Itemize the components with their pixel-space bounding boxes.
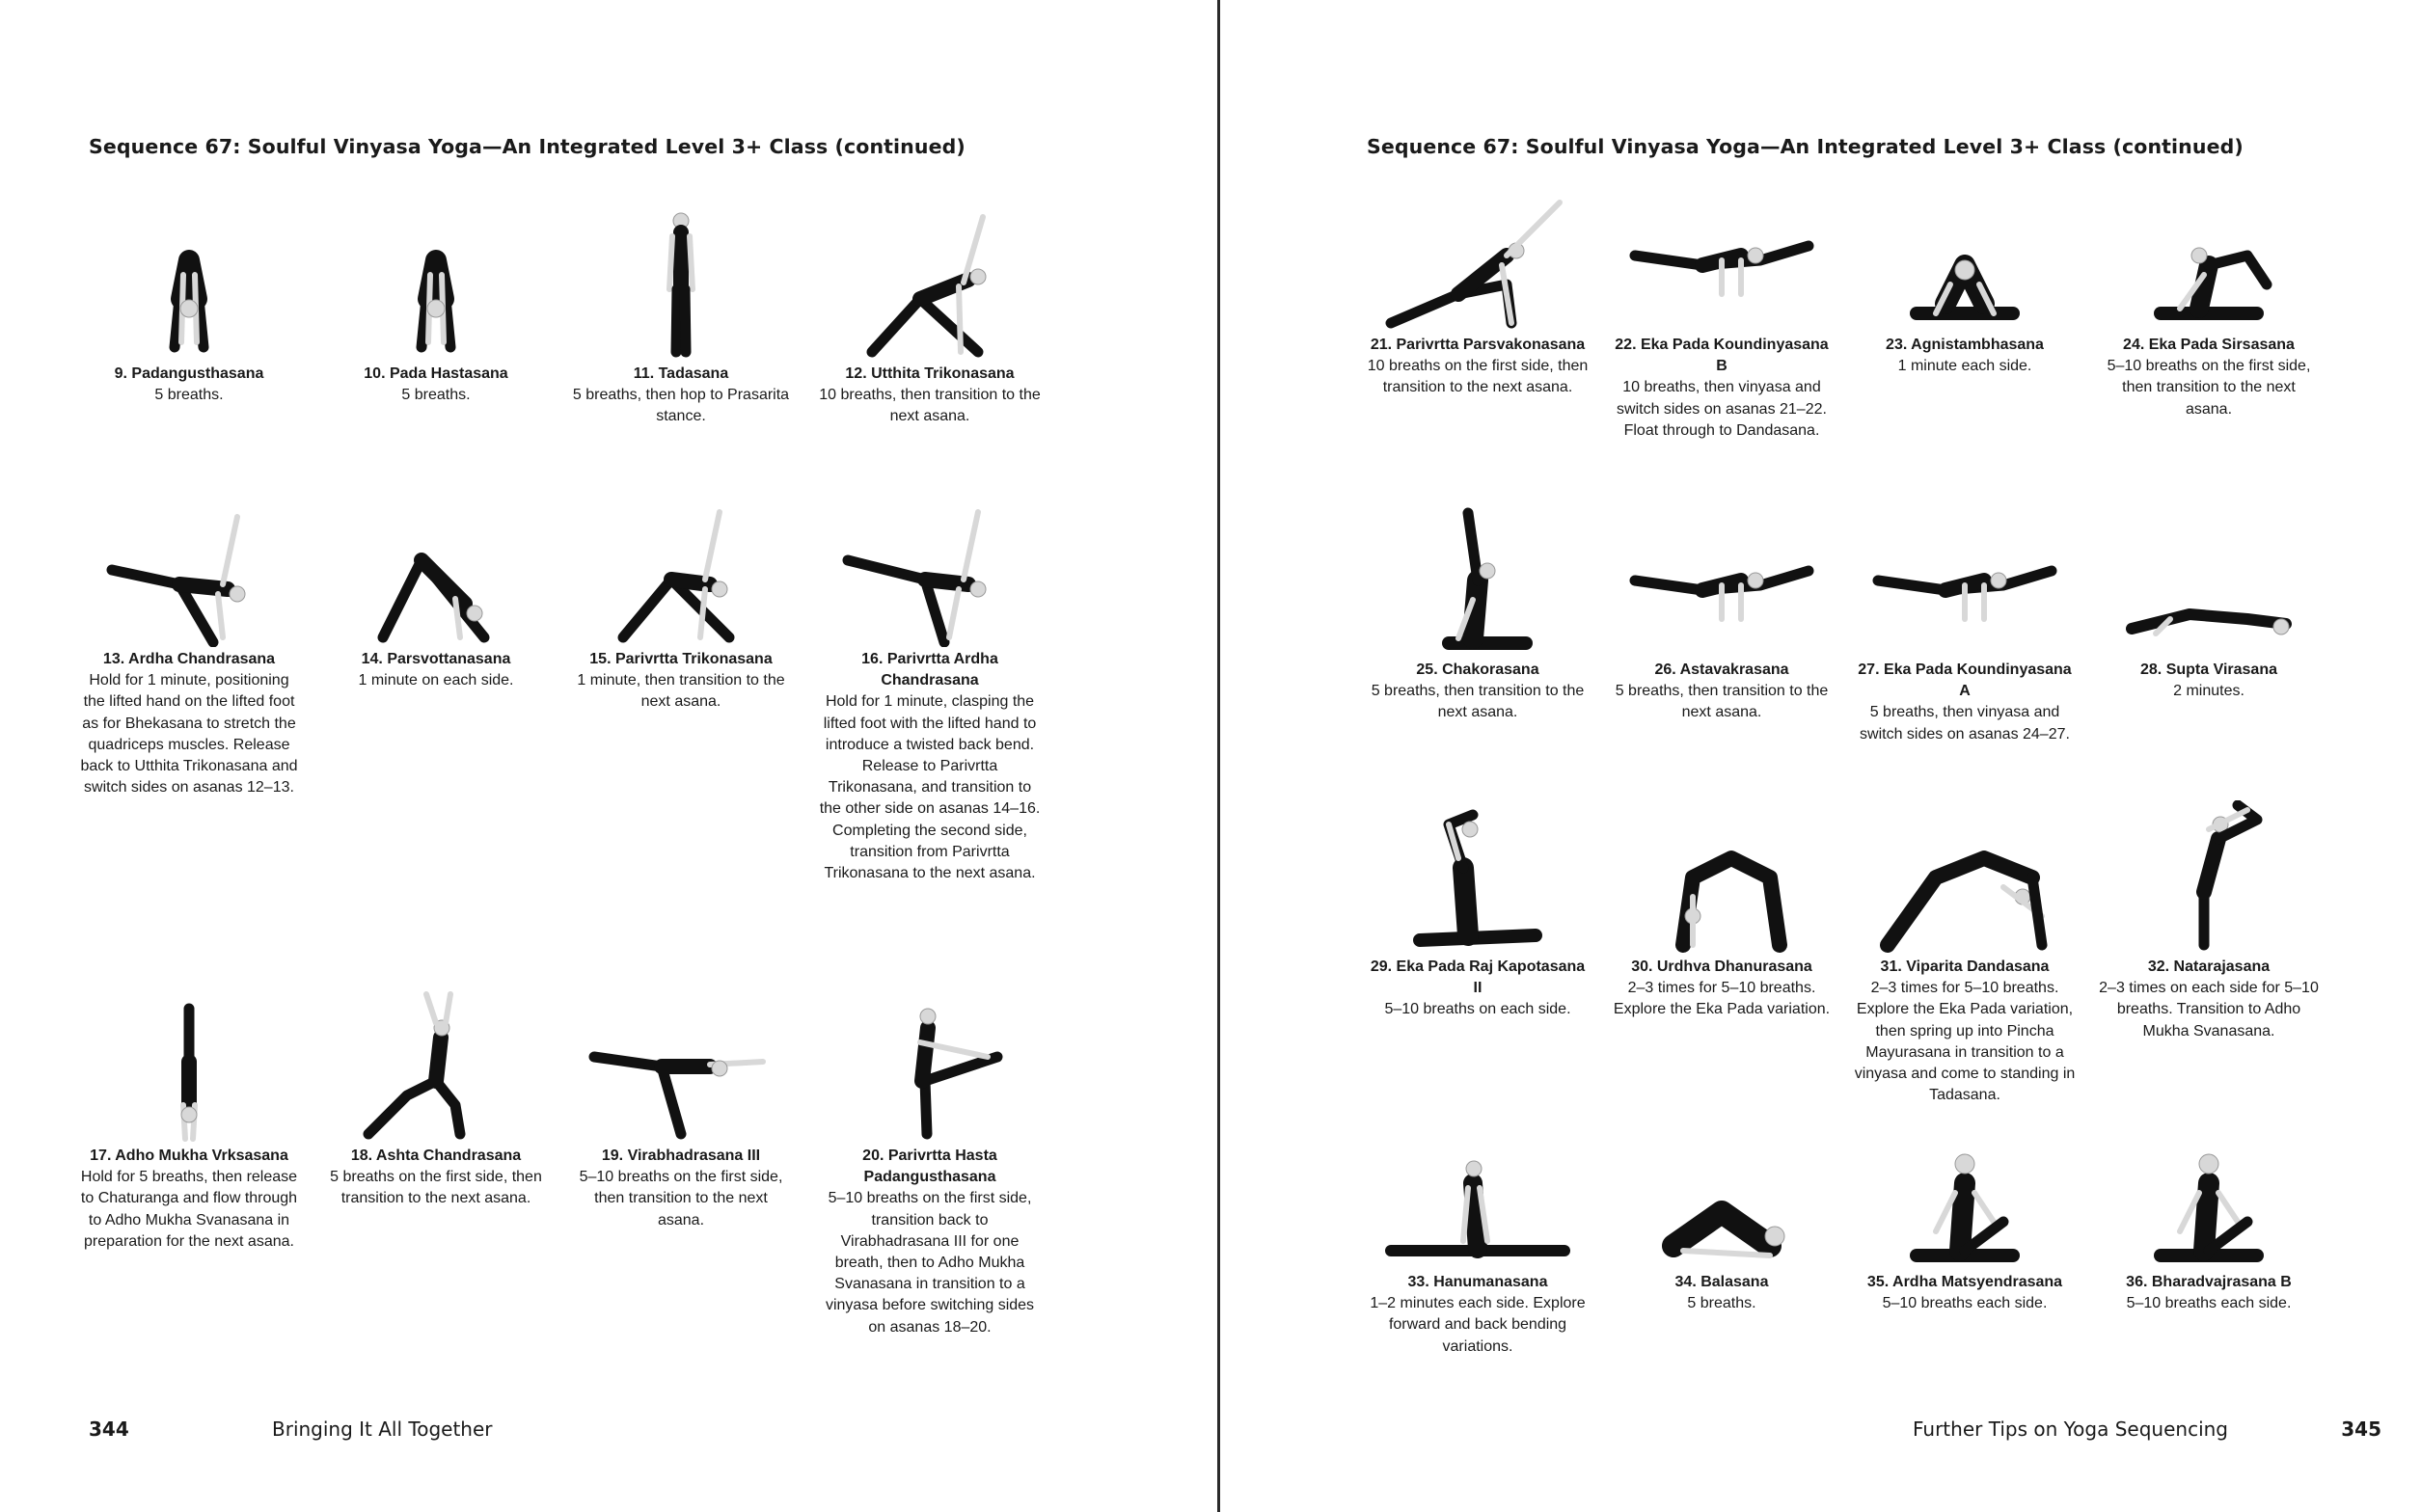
pose-entry (77, 989, 301, 1253)
pose-instructions: 1–2 minutes each side. Explore forward and back bending variations. (1370, 1295, 1586, 1355)
pose-instructions: 10 breaths, then vinyasa and switch sides on asanas 21–22. Float through to Dandasana. (1617, 379, 1827, 439)
pigeon-pose-figure (1381, 800, 1574, 955)
seated-fold-figure (1868, 178, 2061, 333)
seated-twist-figure (2112, 1116, 2305, 1270)
pose-instructions: 10 breaths, then transition to the next asana. (819, 387, 1041, 425)
pose-name: 35. Ardha Matsyendrasana (1866, 1274, 2063, 1290)
pose-name: 13. Ardha Chandrasana (102, 651, 276, 667)
seated-leg-up-figure (1381, 503, 1574, 658)
pose-instructions: 5–10 breaths each side. (2126, 1295, 2292, 1312)
pose-instructions: 5–10 breaths on the first side, transition back to Virabhadrasana III for one breath, then to Adho Mukha Svanasana in transition to a vinyasa before switching sides on asanas 18–20. (825, 1190, 1035, 1336)
pose-instructions: 10 breaths on the first side, then transition to the next asana. (1367, 358, 1589, 396)
pose-name: 11. Tadasana (633, 365, 729, 382)
seated-leg-behind-head-figure (2112, 178, 2305, 333)
pose-entry (569, 989, 793, 1231)
pose-name: 26. Astavakrasana (1654, 662, 1789, 678)
pose-entry (77, 207, 301, 406)
pose-name: 24. Eka Pada Sirsasana (2123, 337, 2295, 353)
arm-balance-figure (1868, 503, 2061, 658)
triangle-pose-figure (833, 207, 1026, 362)
pyramid-pose-figure (340, 493, 532, 647)
standing-leg-extension-figure (833, 989, 1026, 1144)
pose-instructions: 5 breaths, then vinyasa and switch sides on asanas 24–27. (1860, 704, 2070, 742)
pose-entry (569, 493, 793, 714)
pose-name: 30. Urdhva Dhanurasana (1631, 958, 1812, 975)
pose-entry (1366, 178, 1590, 399)
pose-name: 28. Supta Virasana (2140, 662, 2277, 678)
forward-fold-figure (340, 207, 532, 362)
pose-entry (1853, 1116, 2077, 1314)
arm-balance-figure (1625, 178, 1818, 333)
pose-name: 27. Eka Pada Koundinyasana A (1858, 662, 2072, 700)
pose-instructions: Hold for 1 minute, positioning the lifted hand on the lifted foot as for Bhekasana to stretch the quadriceps muscles. Release back to Utthita Trikonasana and switch sides on asanas 12–13. (80, 672, 298, 796)
running-footer: Further Tips on Yoga Sequencing (1913, 1418, 2228, 1441)
pose-name: 31. Viparita Dandasana (1880, 958, 2050, 975)
pose-instructions: 2 minutes. (2173, 683, 2244, 700)
pose-entry (324, 493, 548, 691)
pose-entry (77, 493, 301, 798)
running-footer: Bringing It All Together (272, 1418, 493, 1441)
pose-name: 15. Parivrtta Trikonasana (589, 651, 773, 667)
warrior-three-figure (585, 989, 777, 1144)
pose-instructions: 1 minute on each side. (358, 672, 514, 689)
forward-fold-figure (93, 207, 286, 362)
standing-figure (585, 207, 777, 362)
pose-entry (2097, 800, 2321, 1042)
pose-name: 14. Parsvottanasana (361, 651, 511, 667)
pose-name: 10. Pada Hastasana (364, 365, 508, 382)
reclined-figure (2112, 503, 2305, 658)
pose-instructions: 5 breaths on the first side, then transition to the next asana. (330, 1169, 542, 1207)
pose-entry (2097, 1116, 2321, 1314)
pose-entry (1610, 800, 1834, 1021)
pose-name: 32. Natarajasana (2147, 958, 2271, 975)
page-heading: Sequence 67: Soulful Vinyasa Yoga—An Integrated Level 3+ Class (continued) (89, 135, 966, 158)
dancer-pose-figure (2112, 800, 2305, 955)
pose-instructions: 5–10 breaths on the first side, then transition to the next asana. (579, 1169, 783, 1228)
arm-balance-figure (1625, 503, 1818, 658)
page-heading: Sequence 67: Soulful Vinyasa Yoga—An Integrated Level 3+ Class (continued) (1367, 135, 2244, 158)
page-number: 344 (89, 1418, 129, 1441)
pose-instructions: 2–3 times for 5–10 breaths. Explore the Eka Pada variation. (1613, 980, 1831, 1018)
crescent-lunge-figure (340, 989, 532, 1144)
backbend-figure (1868, 800, 2061, 955)
pose-instructions: 5 breaths. (401, 387, 471, 404)
pose-instructions: 5 breaths. (154, 387, 224, 404)
half-moon-figure (93, 493, 286, 647)
pose-instructions: 1 minute each side. (1897, 358, 2032, 375)
pose-entry (2097, 178, 2321, 420)
pose-entry (1366, 503, 1590, 724)
right-page (1220, 0, 2421, 1512)
page-number: 345 (2341, 1418, 2381, 1441)
pose-name: 21. Parivrtta Parsvakonasana (1370, 337, 1586, 353)
pose-instructions: 2–3 times on each side for 5–10 breaths. Transition to Adho Mukha Svanasana. (2099, 980, 2319, 1040)
pose-entry (2097, 503, 2321, 702)
pose-name: 36. Bharadvajrasana B (2126, 1274, 2292, 1290)
pose-name: 17. Adho Mukha Vrksasana (90, 1148, 288, 1164)
pose-name: 9. Padangusthasana (114, 365, 264, 382)
pose-instructions: Hold for 1 minute, clasping the lifted foot with the lifted hand to introduce a twisted back bend. Release to Parivrtta Trikonasana, and transition to the other side on asanas 14–16. Completing the second side, transition from Parivrtta Trikonasana to the next asana. (819, 693, 1041, 882)
revolved-half-moon-figure (833, 493, 1026, 647)
pose-instructions: 1 minute, then transition to the next asana. (577, 672, 785, 711)
pose-name: 16. Parivrtta Ardha Chandrasana (861, 651, 998, 689)
pose-instructions: 5 breaths. (1687, 1295, 1756, 1312)
pose-name: 34. Balasana (1674, 1274, 1769, 1290)
pose-entry (1853, 800, 2077, 1106)
pose-entry (569, 207, 793, 428)
pose-entry (324, 989, 548, 1210)
pose-entry (1610, 1116, 1834, 1314)
pose-name: 29. Eka Pada Raj Kapotasana II (1370, 958, 1586, 997)
pose-name: 12. Utthita Trikonasana (845, 365, 1015, 382)
pose-entry (324, 207, 548, 406)
pose-instructions: 2–3 times for 5–10 breaths. Explore the Eka Pada variation, then spring up into Pincha Mayurasana in transition to a vinyasa and come to standing in Tadasana. (1854, 980, 2076, 1104)
pose-entry (1610, 178, 1834, 442)
seated-twist-figure (1868, 1116, 2061, 1270)
pose-instructions: 5 breaths, then hop to Prasarita stance. (572, 387, 790, 425)
split-figure (1381, 1116, 1574, 1270)
pose-name: 18. Ashta Chandrasana (350, 1148, 522, 1164)
pose-instructions: 5 breaths, then transition to the next asana. (1615, 683, 1829, 721)
pose-entry (818, 493, 1042, 884)
pose-name: 20. Parivrtta Hasta Padangusthasana (862, 1148, 997, 1186)
pose-instructions: 5–10 breaths on the first side, then transition to the next asana. (2107, 358, 2311, 418)
revolved-triangle-figure (585, 493, 777, 647)
pose-instructions: 5–10 breaths each side. (1882, 1295, 2048, 1312)
pose-entry (1366, 1116, 1590, 1358)
pose-entry (818, 207, 1042, 428)
pose-entry (1853, 178, 2077, 377)
pose-entry (1610, 503, 1834, 724)
wheel-pose-figure (1625, 800, 1818, 955)
pose-entry (1853, 503, 2077, 745)
pose-name: 19. Virabhadrasana III (601, 1148, 761, 1164)
pose-instructions: 5 breaths, then transition to the next asana. (1371, 683, 1585, 721)
pose-name: 22. Eka Pada Koundinyasana B (1615, 337, 1829, 375)
pose-entry (818, 989, 1042, 1338)
pose-instructions: Hold for 5 breaths, then release to Chaturanga and flow through to Adho Mukha Svanasana in preparation for the next asana. (80, 1169, 298, 1250)
handstand-figure (93, 989, 286, 1144)
pose-instructions: 5–10 breaths on each side. (1384, 1001, 1571, 1018)
pose-entry (1366, 800, 1590, 1021)
pose-name: 23. Agnistambhasana (1886, 337, 2044, 353)
pose-name: 33. Hanumanasana (1407, 1274, 1548, 1290)
pose-name: 25. Chakorasana (1416, 662, 1539, 678)
revolved-side-angle-figure (1381, 178, 1574, 333)
child-pose-figure (1625, 1116, 1818, 1270)
